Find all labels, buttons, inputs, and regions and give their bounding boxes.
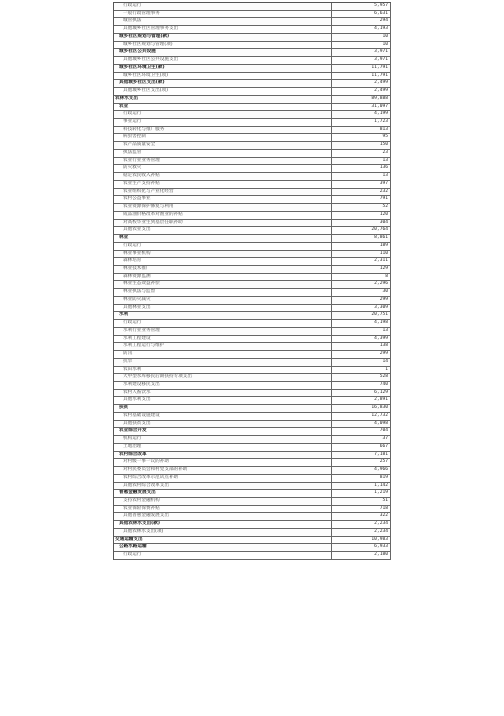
amount-cell: 13 (332, 328, 391, 335)
amount-cell: 294 (332, 18, 391, 25)
table-row (114, 359, 391, 367)
item-name-cell: 林业事业机构 (114, 251, 332, 258)
item-name-cell: 支持农村金融机构 (114, 498, 332, 505)
item-name-cell: 农村综合改革示范试点补助 (114, 475, 332, 482)
item-name-cell: 农产品质量安全 (114, 142, 332, 149)
table-row (114, 428, 391, 436)
table-row (114, 134, 391, 142)
item-name-cell: 行政运行 (114, 320, 332, 327)
amount-cell: 791 (332, 196, 391, 203)
amount-cell: 232 (332, 189, 391, 196)
table-row (114, 49, 391, 57)
item-name-cell: 城乡社区环境卫生(款) (114, 65, 332, 72)
amount-cell: 10 (332, 34, 391, 41)
table-row (114, 34, 391, 42)
amount-cell: 13 (332, 173, 391, 180)
item-name-cell: 水利工程建设 (114, 336, 332, 343)
item-name-cell: 土地治理 (114, 444, 332, 451)
item-name-cell: 农业组织化与产业化经营 (114, 189, 332, 196)
item-name-cell: 城乡社区规划与管理(款) (114, 34, 332, 41)
amount-cell: 4,966 (332, 467, 391, 474)
amount-cell: 110 (332, 251, 391, 258)
table-row (114, 73, 391, 81)
item-name-cell: 对村级一事一议的补助 (114, 459, 332, 466)
item-name-cell: 城管执法 (114, 18, 332, 25)
item-name-cell: 公路水路运输 (114, 544, 332, 551)
table-row (114, 281, 391, 289)
table-row (114, 196, 391, 204)
table-row (114, 142, 391, 150)
table-row (114, 436, 391, 444)
item-name-cell: 城乡社区公共设施 (114, 49, 332, 56)
amount-cell: 1,142 (332, 483, 391, 490)
table-row (114, 80, 391, 88)
amount-cell: 89,888 (332, 96, 391, 103)
amount-cell: 2,234 (332, 529, 391, 536)
table-row (114, 343, 391, 351)
table-row (114, 96, 391, 104)
item-name-cell: 对村民委员会和村党支部的补助 (114, 467, 332, 474)
item-name-cell: 森林资源监测 (114, 274, 332, 281)
table-row (114, 251, 391, 259)
table-row (114, 104, 391, 112)
item-name-cell: 农林水支出 (114, 96, 332, 103)
table-row (114, 3, 391, 11)
amount-cell: 819 (332, 475, 391, 482)
table-row (114, 119, 391, 127)
item-name-cell: 其他城乡社区公共设施支出 (114, 57, 332, 64)
amount-cell: 13 (332, 158, 391, 165)
table-row (114, 312, 391, 320)
item-name-cell: 稳定农民收入补贴 (114, 173, 332, 180)
amount-cell: 3,971 (332, 49, 391, 56)
item-name-cell: 其他城乡社区管理事务支出 (114, 26, 332, 33)
amount-cell: 23 (332, 150, 391, 157)
table-row (114, 336, 391, 344)
item-name-cell: 一般行政管理事务 (114, 11, 332, 18)
item-name-cell: 对高校毕业生到基层任职补助 (114, 220, 332, 227)
amount-cell: 322 (332, 513, 391, 520)
table-row (114, 111, 391, 119)
amount-cell: 6,933 (332, 544, 391, 551)
item-name-cell: 其他水利支出 (114, 397, 332, 404)
amount-cell: 31,097 (332, 104, 391, 111)
amount-cell: 52 (332, 204, 391, 211)
table-row (114, 475, 391, 483)
item-name-cell: 农业综合开发 (114, 428, 332, 435)
table-row (114, 65, 391, 73)
table-row (114, 459, 391, 467)
item-name-cell: 林业执法与监督 (114, 289, 332, 296)
amount-cell: 11,791 (332, 65, 391, 72)
amount-cell: 20,751 (332, 312, 391, 319)
table-row (114, 88, 391, 96)
amount-cell: 51 (332, 498, 391, 505)
table-row (114, 158, 391, 166)
amount-cell: 129 (332, 266, 391, 273)
item-name-cell: 水利工程运行与维护 (114, 343, 332, 350)
item-name-cell: 林业防灾减灾 (114, 297, 332, 304)
item-name-cell: 大中型水库移民后期扶持专项支出 (114, 374, 332, 381)
item-name-cell: 交通运输支出 (114, 537, 332, 544)
item-name-cell: 事业运行 (114, 119, 332, 126)
item-name-cell: 机构运行 (114, 436, 332, 443)
item-name-cell: 水利建设移民支出 (114, 382, 332, 389)
item-name-cell: 其他农林水支出(项) (114, 529, 332, 536)
table-row (114, 320, 391, 328)
table-row (114, 452, 391, 460)
table-row (114, 266, 391, 274)
item-name-cell: 执法监管 (114, 150, 332, 157)
budget-table (113, 2, 391, 560)
item-name-cell: 行政运行 (114, 243, 332, 250)
amount-cell: 718 (332, 506, 391, 513)
table-row (114, 467, 391, 475)
amount-cell: 2,499 (332, 80, 391, 87)
table-row (114, 490, 391, 498)
item-name-cell: 其他扶贫支出 (114, 421, 332, 428)
amount-cell: 11,791 (332, 73, 391, 80)
table-row (114, 421, 391, 429)
table-row (114, 11, 391, 19)
amount-cell: 304 (332, 220, 391, 227)
item-name-cell: 林业技术推广 (114, 266, 332, 273)
item-name-cell: 其他农村综合改革支出 (114, 483, 332, 490)
amount-cell: 4,098 (332, 421, 391, 428)
item-name-cell: 农业行业业务管理 (114, 158, 332, 165)
amount-cell: 189 (332, 243, 391, 250)
table-row (114, 127, 391, 135)
table-row (114, 189, 391, 197)
item-name-cell: 水利行业业务管理 (114, 328, 332, 335)
item-name-cell: 行政运行 (114, 111, 332, 118)
amount-cell: 136 (332, 165, 391, 172)
table-row (114, 26, 391, 34)
item-name-cell: 农业保险保费补贴 (114, 506, 332, 513)
table-row (114, 390, 391, 398)
table-row (114, 212, 391, 220)
amount-cell: 20,764 (332, 227, 391, 234)
item-name-cell: 普惠金融发展支出 (114, 490, 332, 497)
table-row (114, 220, 391, 228)
table-row (114, 204, 391, 212)
item-name-cell: 其他城乡社区支出(项) (114, 88, 332, 95)
item-name-cell: 农村人畜饮水 (114, 390, 332, 397)
item-name-cell: 防汛 (114, 351, 332, 358)
amount-cell: 37 (332, 436, 391, 443)
item-name-cell: 城乡社区规划与管理(项) (114, 42, 332, 49)
table-row (114, 274, 391, 282)
table-row (114, 165, 391, 173)
amount-cell: 299 (332, 297, 391, 304)
table-row (114, 397, 391, 405)
table-row (114, 289, 391, 297)
item-name-cell: 林业生态效益补偿 (114, 281, 332, 288)
amount-cell: 667 (332, 444, 391, 451)
item-name-cell: 农村公益事业 (114, 196, 332, 203)
amount-cell: 2,499 (332, 88, 391, 95)
amount-cell: 528 (332, 374, 391, 381)
amount-cell: 4,193 (332, 26, 391, 33)
table-row (114, 382, 391, 390)
item-name-cell: 林业 (114, 235, 332, 242)
item-name-cell: 防灾救灾 (114, 165, 332, 172)
amount-cell: 150 (332, 142, 391, 149)
amount-cell: 14 (332, 359, 391, 366)
table-row (114, 181, 391, 189)
item-name-cell: 其他农林水支出(款) (114, 521, 332, 528)
amount-cell: 4,399 (332, 336, 391, 343)
amount-cell: 7,181 (332, 452, 391, 459)
amount-cell: 813 (332, 127, 391, 134)
item-name-cell: 农业 (114, 104, 332, 111)
item-name-cell: 农村综合改革 (114, 452, 332, 459)
table-row (114, 150, 391, 158)
item-name-cell: 农业生产支持补贴 (114, 181, 332, 188)
table-row (114, 57, 391, 65)
item-name-cell: 科技转化与推广服务 (114, 127, 332, 134)
table-row (114, 529, 391, 537)
table-row (114, 374, 391, 382)
item-name-cell: 其他林业支出 (114, 305, 332, 312)
amount-cell: 299 (332, 351, 391, 358)
amount-cell: 10 (332, 42, 391, 49)
table-row (114, 552, 391, 560)
amount-cell: 138 (332, 343, 391, 350)
item-name-cell: 行政运行 (114, 552, 332, 559)
table-row (114, 498, 391, 506)
table-row (114, 544, 391, 552)
amount-cell: 6,129 (332, 390, 391, 397)
amount-cell: 397 (332, 181, 391, 188)
table-row (114, 444, 391, 452)
table-row (114, 506, 391, 514)
amount-cell: 6,631 (332, 11, 391, 18)
table-row (114, 537, 391, 545)
amount-cell: 1,723 (332, 119, 391, 126)
item-name-cell: 其他城乡社区支出(款) (114, 80, 332, 87)
table-row (114, 235, 391, 243)
amount-cell: 16,830 (332, 405, 391, 412)
table-row (114, 227, 391, 235)
table-row (114, 351, 391, 359)
amount-cell: 30 (332, 289, 391, 296)
amount-cell: 2,296 (332, 281, 391, 288)
table-row (114, 513, 391, 521)
amount-cell: 2,180 (332, 552, 391, 559)
item-name-cell: 病虫害控制 (114, 134, 332, 141)
amount-cell: 2,891 (332, 397, 391, 404)
item-name-cell: 抗旱 (114, 359, 332, 366)
table-row (114, 367, 391, 375)
table-row (114, 258, 391, 266)
amount-cell: 10,983 (332, 537, 391, 544)
amount-cell: 2,234 (332, 521, 391, 528)
item-name-cell: 其他农业支出 (114, 227, 332, 234)
table-row (114, 413, 391, 421)
amount-cell: 95 (332, 134, 391, 141)
amount-cell: 5,957 (332, 3, 391, 10)
table-row (114, 483, 391, 491)
amount-cell: 257 (332, 459, 391, 466)
item-name-cell: 农业资源保护修复与利用 (114, 204, 332, 211)
table-row (114, 328, 391, 336)
amount-cell: 120 (332, 212, 391, 219)
table-row (114, 297, 391, 305)
item-name-cell: 水利 (114, 312, 332, 319)
amount-cell: 2,311 (332, 258, 391, 265)
table-row (114, 405, 391, 413)
item-name-cell: 行政运行 (114, 3, 332, 10)
amount-cell: 3,971 (332, 57, 391, 64)
item-name-cell: 农田水利 (114, 367, 332, 374)
amount-cell: 8,861 (332, 235, 391, 242)
amount-cell: 740 (332, 382, 391, 389)
table-row (114, 243, 391, 251)
table-row (114, 42, 391, 50)
amount-cell: 1 (332, 367, 391, 374)
amount-cell: 704 (332, 428, 391, 435)
amount-cell: 4,199 (332, 111, 391, 118)
item-name-cell: 农村基础设施建设 (114, 413, 332, 420)
item-name-cell: 扶贫 (114, 405, 332, 412)
table-row (114, 521, 391, 529)
table-row (114, 18, 391, 26)
item-name-cell: 森林培育 (114, 258, 332, 265)
amount-cell: 4,198 (332, 320, 391, 327)
amount-cell: 3,309 (332, 305, 391, 312)
item-name-cell: 其他普惠金融发展支出 (114, 513, 332, 520)
amount-cell: 8 (332, 274, 391, 281)
amount-cell: 1,219 (332, 490, 391, 497)
table-row (114, 305, 391, 313)
amount-cell: 12,732 (332, 413, 391, 420)
item-name-cell: 城乡社区环境卫生(项) (114, 73, 332, 80)
item-name-cell: 成品油价格改革对渔业的补贴 (114, 212, 332, 219)
table-row (114, 173, 391, 181)
